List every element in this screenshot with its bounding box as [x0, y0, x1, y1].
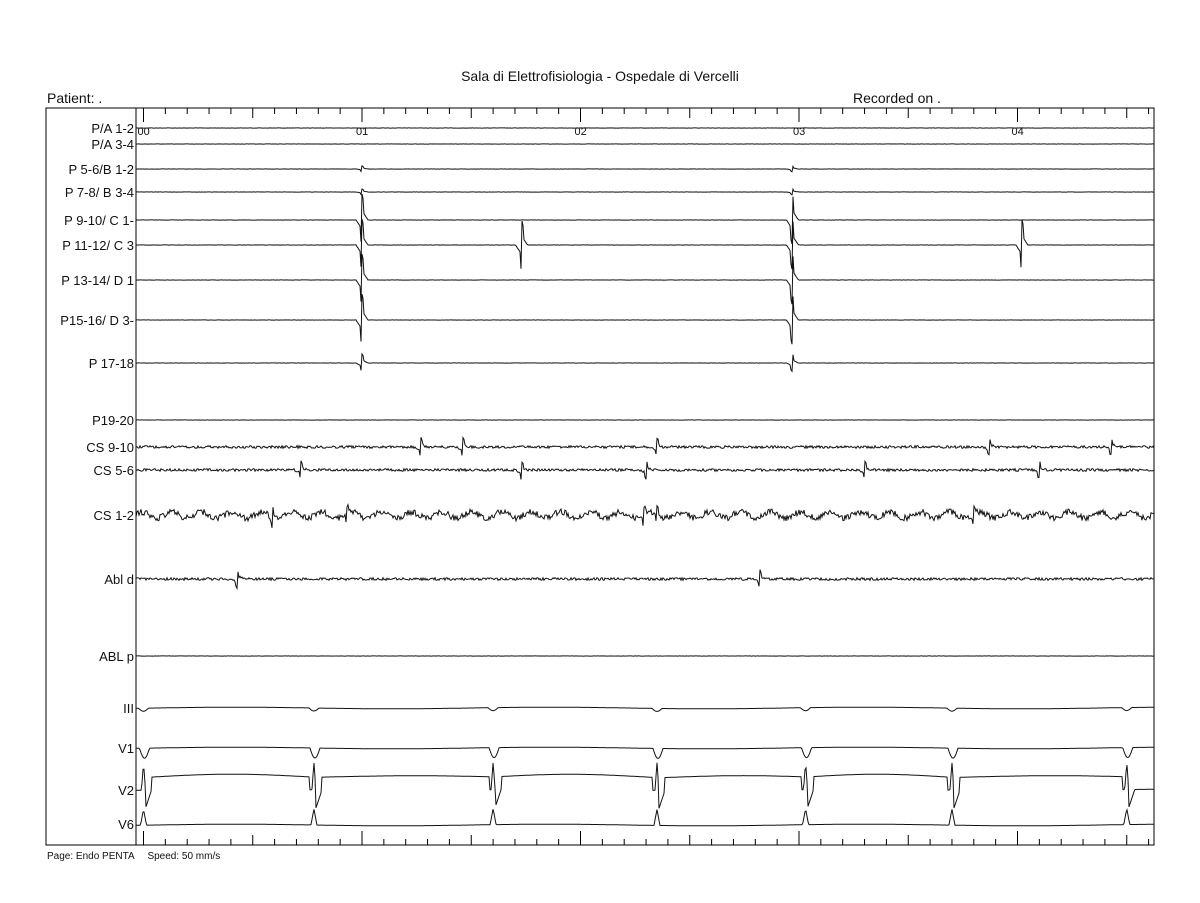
time-tick-label: 04	[1011, 126, 1024, 138]
trace-v6	[136, 809, 1154, 826]
channel-label: P 7-8/ B 3-4	[64, 185, 134, 200]
channel-label: P/A 3-4	[91, 137, 134, 152]
time-tick-label: 02	[574, 126, 587, 138]
speed-label: Speed: 50 mm/s	[147, 851, 221, 862]
trace-v2	[136, 763, 1154, 809]
channel-label: V1	[118, 741, 134, 756]
trace-p-11-12-c-3	[136, 219, 1154, 269]
trace-cs-9-10	[136, 437, 1154, 455]
channel-label: P15-16/ D 3-	[60, 313, 134, 328]
time-tick-label: 00	[137, 126, 150, 138]
page-label: Page: Endo PENTA	[47, 851, 135, 862]
trace-p-7-8-b-3-4	[136, 189, 1154, 195]
channel-label: P 9-10/ C 1-	[64, 213, 134, 228]
channel-label: CS 5-6	[93, 463, 134, 478]
channel-label: P 13-14/ D 1	[61, 273, 134, 288]
trace-cs-5-6	[136, 461, 1154, 480]
channel-label: III	[123, 701, 134, 716]
channel-label: CS 1-2	[93, 508, 134, 523]
channel-label: P 5-6/B 1-2	[68, 162, 134, 177]
channel-label: P 11-12/ C 3	[62, 238, 134, 253]
recorded-on-label: Recorded on .	[853, 90, 941, 106]
time-tick-label: 03	[793, 126, 806, 138]
page-title: Sala di Elettrofisiologia - Ospedale di Vercelli	[461, 68, 739, 84]
patient-label: Patient: .	[47, 90, 103, 106]
footer	[47, 851, 230, 862]
channel-label: V2	[118, 783, 134, 798]
channel-label: ABL p	[99, 649, 134, 664]
trace-abl-d	[136, 570, 1154, 589]
trace-iii	[136, 707, 1154, 711]
channel-label: Abl d	[104, 572, 134, 587]
channel-label: V6	[118, 817, 134, 832]
channel-label: P 17-18	[88, 356, 134, 371]
channel-label: P19-20	[92, 413, 134, 428]
time-tick-label: 01	[356, 126, 369, 138]
traces	[136, 128, 1154, 826]
channel-label: CS 9-10	[86, 440, 134, 455]
trace-p-9-10-c-1-	[136, 194, 1154, 244]
trace-p-17-18	[136, 354, 1154, 371]
trace-p-13-14-d-1	[136, 254, 1154, 304]
trace-p-5-6-b-1-2	[136, 166, 1154, 172]
trace-p15-16-d-3-	[136, 294, 1154, 344]
trace-cs-1-2	[136, 505, 1154, 528]
trace-v1	[136, 747, 1154, 758]
chart-frame	[46, 108, 1154, 845]
channel-label: P/A 1-2	[91, 121, 134, 136]
